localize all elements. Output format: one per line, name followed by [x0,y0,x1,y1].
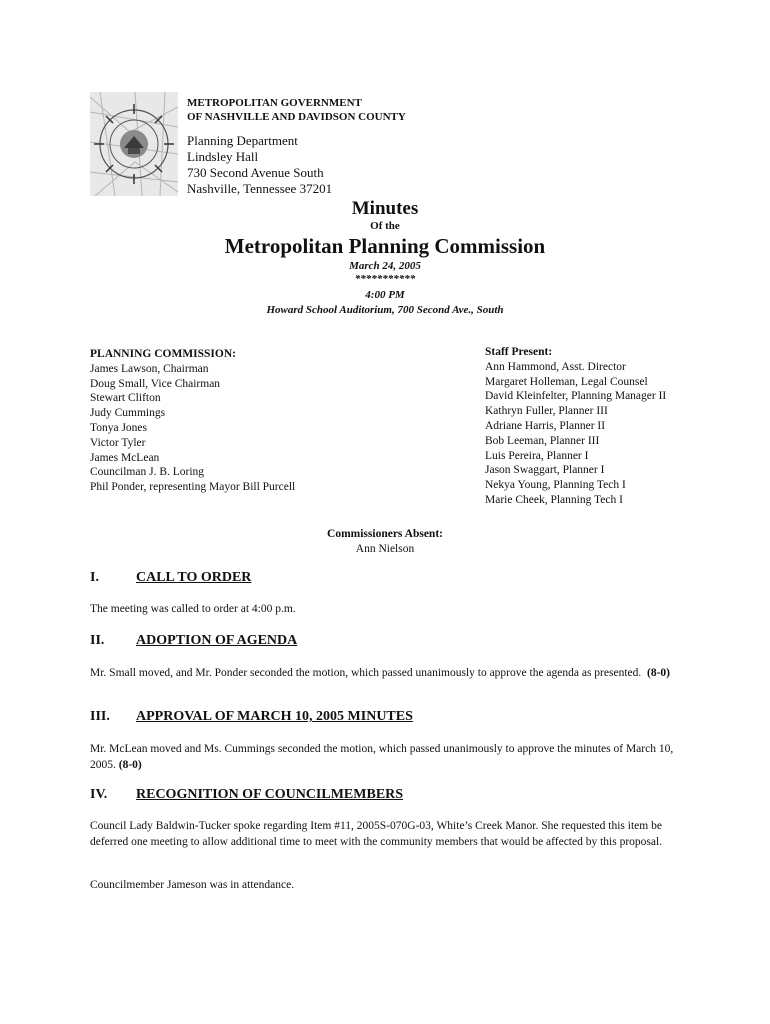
commission-member: Tonya Jones [90,421,148,434]
paragraph-text: Mr. Small moved, and Mr. Ponder seconded the motion, which passed unanimously to approve the agenda as presented. [90,667,642,679]
org-name [187,96,406,124]
section-number: I. [90,570,99,585]
paragraph-text: Mr. McLean moved and Ms. Cummings seconded the motion, which passed unanimously to approve the minutes of March 10, 2005. [90,743,674,771]
staff-member: Jason Swaggart, Planner I [485,464,605,477]
section-number: II. [90,633,105,648]
meeting-date: March 24, 2005 [349,260,421,272]
commission-member: James McLean [90,451,160,464]
doc-title: Minutes [351,198,419,219]
section-title: CALL TO ORDER [136,570,252,585]
meeting-time: 4:00 PM [365,289,405,301]
section-heading-adoption-of-agenda [90,633,297,649]
section-paragraph: Councilmember Jameson was in attendance. [90,879,295,891]
commission-member: Stewart Clifton [90,392,161,405]
address-line: 730 Second Avenue South [187,165,324,180]
staff-member: Margaret Holleman, Legal Counsel [485,375,648,388]
section-paragraph: Council Lady Baldwin-Tucker spoke regarding Item #11, 2005S-070G-03, White’s Creek Manor. She requested this item be deferred one meeting to allow additional time to meet with the community members that would be affected by this proposal. [90,820,663,848]
commission-members-list [90,347,295,495]
section-title: APPROVAL OF MARCH 10, 2005 MINUTES [136,709,413,724]
staff-member: Kathryn Fuller, Planner III [485,405,608,418]
section-paragraph [90,742,690,773]
staff-member: Luis Pereira, Planner I [485,449,589,462]
section-heading-recognition-of-councilmembers [90,787,403,803]
staff-member: Nekya Young, Planning Tech I [485,479,626,492]
org-line-1: METROPOLITAN GOVERNMENT [187,97,362,109]
section-number: III. [90,709,110,724]
absent-heading: Commissioners Absent: [327,528,443,540]
org-line-2: OF NASHVILLE AND DAVIDSON COUNTY [187,111,406,123]
commissioners-absent [0,527,770,556]
vote-count: (8-0) [647,667,670,679]
doc-subtitle: Of the [370,220,400,232]
separator-stars: *********** [354,273,416,285]
meeting-location: Howard School Auditorium, 700 Second Ave., South [266,304,504,316]
section-paragraph [90,666,690,682]
staff-present-list [485,345,666,508]
staff-heading: Staff Present: [485,346,553,358]
metro-seal-logo [90,92,178,196]
staff-member: Marie Cheek, Planning Tech I [485,493,623,506]
absent-name: Ann Nielson [355,542,415,555]
section-number: IV. [90,787,108,802]
staff-member: David Kleinfelter, Planning Manager II [485,390,667,403]
commission-member: Councilman J. B. Loring [90,466,205,479]
address-line: Nashville, Tennessee 37201 [187,181,333,196]
staff-member: Adriane Harris, Planner II [485,419,606,432]
section-title: RECOGNITION OF COUNCILMEMBERS [136,787,404,802]
section-heading-call-to-order [90,570,251,586]
department-address [187,133,332,197]
staff-member: Ann Hammond, Asst. Director [485,360,626,373]
commission-member: Victor Tyler [90,436,146,449]
address-line: Lindsley Hall [187,149,259,164]
address-line: Planning Department [187,133,298,148]
commission-member: Doug Small, Vice Chairman [90,377,221,390]
commission-member: James Lawson, Chairman [90,362,209,375]
commission-member: Judy Cummings [90,407,166,420]
commission-title: Metropolitan Planning Commission [224,234,546,258]
commission-member: Phil Ponder, representing Mayor Bill Purcell [90,481,296,494]
section-title: ADOPTION OF AGENDA [136,633,298,648]
staff-member: Bob Leeman, Planner III [485,434,600,447]
commission-heading: PLANNING COMMISSION: [90,348,236,360]
section-heading-approval-of-minutes [90,709,413,725]
vote-count: (8-0) [118,758,142,771]
section-paragraph: The meeting was called to order at 4:00 p.m. [90,603,296,615]
